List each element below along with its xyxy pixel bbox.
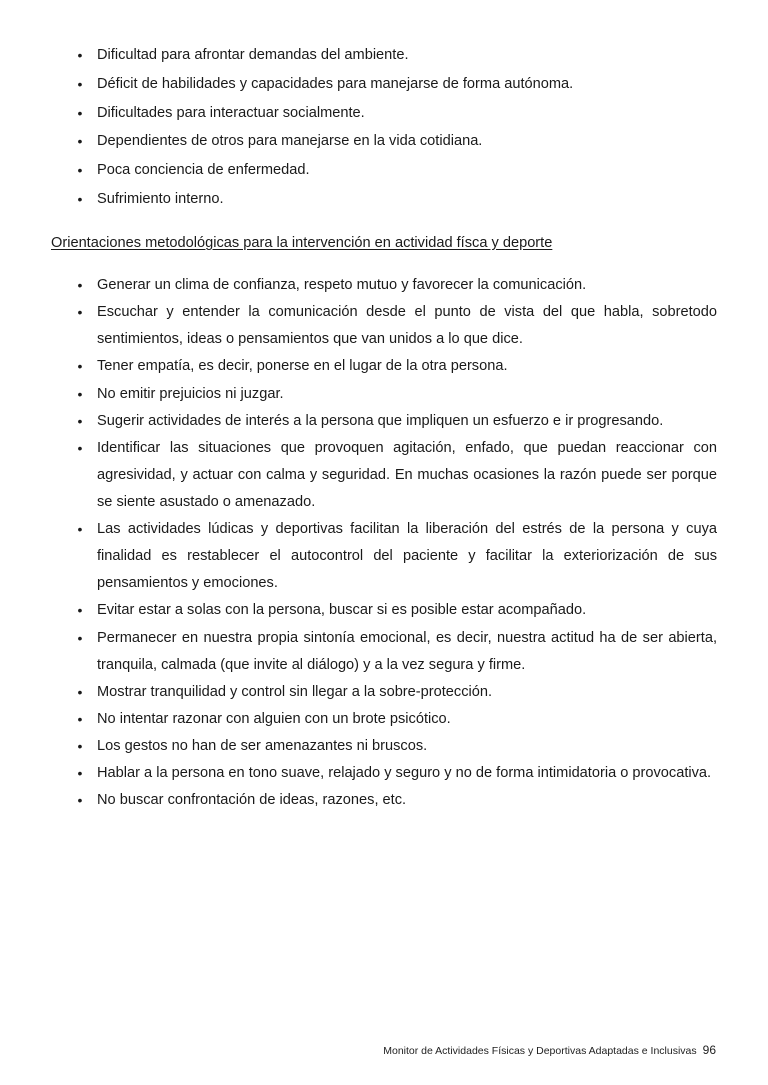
list-item-text: Déficit de habilidades y capacidades para manejarse de forma autónoma. (97, 75, 574, 92)
list-item (97, 381, 717, 408)
list-item-text: Generar un clima de confianza, respeto mutuo y favorecer la comunicación. (97, 277, 587, 293)
bullet-icon (76, 156, 84, 185)
list-item-text: Los gestos no han de ser amenazantes ni bruscos. (97, 738, 428, 755)
list-item (97, 760, 717, 787)
bullet-icon (76, 408, 84, 435)
list-item-text: Poca conciencia de enfermedad. (97, 162, 310, 179)
list-item-text: Tener empatía, es decir, ponerse en el lugar de la otra persona. (97, 358, 508, 375)
bullet-icon (76, 733, 84, 760)
list-item (97, 156, 717, 185)
list-item-text: Dificultades para interactuar socialmente. (97, 104, 365, 121)
intro-bullet-list (0, 41, 768, 214)
guidelines-bullet-list (0, 272, 768, 815)
list-item (97, 516, 717, 597)
list-item (97, 299, 717, 353)
page-footer (383, 1043, 716, 1057)
list-item (97, 625, 717, 679)
list-item-text: Las actividades lúdicas y deportivas facilitan la liberación del estrés de la persona y cuya finalidad es restablecer el autocontrol del paciente y facilitar la exteriorización de sus pensamientos y emociones. (97, 521, 717, 592)
list-item-text: No intentar razonar con alguien con un brote psicótico. (97, 710, 451, 727)
bullet-icon (76, 597, 84, 624)
bullet-icon (76, 516, 84, 543)
list-item (97, 435, 717, 516)
bullet-icon (76, 706, 84, 733)
section-heading: Orientaciones metodológicas para la intervención en actividad físca y deporte (51, 235, 553, 251)
bullet-icon (76, 127, 84, 156)
list-item-text: Identificar las situaciones que provoquen agitación, enfado, que puedan reaccionar con agresividad, y actuar con calma y seguridad. En muchas ocasiones la razón puede ser porque se siente asustado o amenazado. (97, 439, 717, 510)
list-item (97, 70, 717, 99)
bullet-icon (76, 299, 84, 326)
bullet-icon (76, 679, 84, 706)
list-item (97, 185, 717, 214)
list-item-text: Evitar estar a solas con la persona, buscar si es posible estar acompañado. (97, 602, 587, 619)
list-item-text: Dificultad para afrontar demandas del ambiente. (97, 47, 409, 63)
list-item-text: No buscar confrontación de ideas, razones, etc. (97, 792, 407, 809)
list-item-text: Sufrimiento interno. (97, 190, 224, 207)
list-item (97, 787, 717, 814)
list-item-text: Escuchar y entender la comunicación desde el punto de vista del que habla, sobretodo sentimientos, ideas o pensamientos que van unidos a lo que dice. (97, 304, 717, 348)
list-item (97, 597, 717, 624)
bullet-icon (76, 353, 84, 380)
bullet-icon (76, 760, 84, 787)
bullet-icon (76, 272, 84, 299)
list-item (97, 99, 717, 128)
list-item-text: Permanecer en nuestra propia sintonía emocional, es decir, nuestra actitud ha de ser abierta, tranquila, calmada (que invite al diálogo) y a la vez segura y firme. (97, 629, 717, 673)
list-item-text: No emitir prejuicios ni juzgar. (97, 385, 284, 402)
list-item (97, 127, 717, 156)
bullet-icon (76, 625, 84, 652)
list-item (97, 733, 717, 760)
bullet-icon (76, 381, 84, 408)
bullet-icon (76, 435, 84, 462)
list-item (97, 41, 717, 70)
list-item-text: Dependientes de otros para manejarse en la vida cotidiana. (97, 133, 483, 150)
page-number: 96 (702, 1043, 716, 1057)
bullet-icon (76, 99, 84, 128)
list-item (97, 408, 717, 435)
footer-title: Monitor de Actividades Físicas y Deportivas Adaptadas e Inclusivas (383, 1045, 697, 1057)
bullet-icon (76, 70, 84, 99)
list-item (97, 706, 717, 733)
bullet-icon (76, 787, 84, 814)
list-item (97, 272, 717, 299)
list-item-text: Mostrar tranquilidad y control sin llegar a la sobre-protección. (97, 683, 493, 700)
list-item-text: Hablar a la persona en tono suave, relajado y seguro y no de forma intimidatoria o provocativa. (97, 765, 712, 782)
bullet-icon (76, 185, 84, 214)
bullet-icon (76, 41, 84, 70)
list-item (97, 679, 717, 706)
list-item (97, 353, 717, 380)
list-item-text: Sugerir actividades de interés a la persona que impliquen un esfuerzo e ir progresando. (97, 412, 664, 429)
